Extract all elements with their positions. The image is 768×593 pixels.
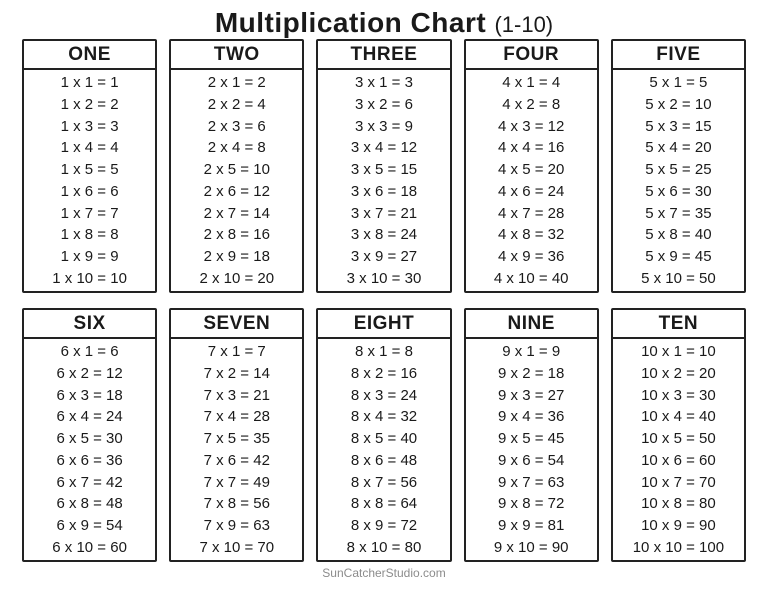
equation-line: 3 x 3 = 9 — [355, 117, 413, 135]
page-title-main: Multiplication Chart — [214, 7, 487, 38]
equation-line: 3 x 1 = 3 — [355, 74, 413, 92]
multiplication-card-one — [22, 39, 157, 293]
equation-line: 2 x 9 = 18 — [203, 247, 270, 265]
equation-line: 5 x 4 = 20 — [645, 139, 712, 157]
equation-line: 3 x 5 = 15 — [350, 161, 418, 179]
equation-line: 3 x 10 = 30 — [346, 269, 422, 287]
equation-line: 6 x 9 = 54 — [56, 516, 123, 534]
equation-line: 9 x 7 = 63 — [498, 473, 565, 491]
equation-line: 3 x 6 = 18 — [350, 182, 418, 200]
equation-line: 6 x 1 = 6 — [60, 343, 119, 361]
equation-line: 4 x 10 = 40 — [493, 269, 569, 287]
multiplication-card-five — [611, 39, 746, 293]
equation-line: 10 x 9 = 90 — [641, 516, 716, 534]
multiplication-card-nine — [464, 308, 599, 562]
card-title: FIVE — [613, 41, 744, 70]
multiplication-card-three — [316, 39, 451, 293]
equation-line: 1 x 9 = 9 — [60, 247, 119, 265]
multiplication-card-six — [22, 308, 157, 562]
multiplication-card-two — [169, 39, 304, 293]
equation-list — [318, 339, 449, 560]
footer-credit: SunCatcherStudio.com — [322, 566, 446, 580]
equation-line: 3 x 2 = 6 — [355, 96, 413, 114]
equation-line: 2 x 4 = 8 — [207, 139, 266, 157]
equation-line: 2 x 1 = 2 — [207, 74, 266, 92]
equation-line: 4 x 1 = 4 — [502, 74, 561, 92]
equation-line: 5 x 5 = 25 — [645, 161, 712, 179]
equation-line: 2 x 8 = 16 — [203, 226, 270, 244]
equation-line: 8 x 3 = 24 — [350, 386, 418, 404]
equation-line: 5 x 3 = 15 — [645, 117, 712, 135]
equation-list — [613, 339, 744, 560]
equation-line: 1 x 10 = 10 — [52, 269, 127, 287]
equation-line: 7 x 3 = 21 — [203, 386, 270, 404]
card-title: EIGHT — [318, 310, 449, 339]
equation-list — [171, 339, 302, 560]
equation-line: 7 x 2 = 14 — [203, 365, 270, 383]
equation-line: 5 x 9 = 45 — [645, 247, 712, 265]
equation-line: 9 x 8 = 72 — [498, 495, 565, 513]
equation-line: 9 x 3 = 27 — [498, 386, 565, 404]
equation-line: 2 x 6 = 12 — [203, 182, 270, 200]
equation-line: 1 x 8 = 8 — [60, 226, 119, 244]
equation-line: 5 x 6 = 30 — [645, 182, 712, 200]
equation-line: 4 x 4 = 16 — [498, 139, 565, 157]
cards-grid — [0, 39, 768, 562]
equation-line: 8 x 6 = 48 — [350, 451, 418, 469]
equation-line: 2 x 3 = 6 — [207, 117, 266, 135]
equation-line: 10 x 10 = 100 — [632, 538, 725, 556]
equation-line: 10 x 6 = 60 — [641, 451, 716, 469]
equation-line: 7 x 8 = 56 — [203, 495, 270, 513]
equation-line: 8 x 10 = 80 — [346, 538, 422, 556]
equation-line: 10 x 8 = 80 — [641, 495, 716, 513]
equation-line: 9 x 10 = 90 — [493, 538, 569, 556]
equation-line: 7 x 10 = 70 — [199, 538, 275, 556]
equation-line: 5 x 2 = 10 — [645, 96, 712, 114]
equation-line: 4 x 5 = 20 — [498, 161, 565, 179]
equation-line: 3 x 4 = 12 — [350, 139, 418, 157]
equation-list — [171, 70, 302, 291]
equation-line: 4 x 9 = 36 — [498, 247, 565, 265]
equation-line: 10 x 7 = 70 — [641, 473, 716, 491]
card-title: TWO — [171, 41, 302, 70]
equation-line: 4 x 2 = 8 — [502, 96, 561, 114]
equation-line: 8 x 7 = 56 — [350, 473, 418, 491]
equation-line: 8 x 5 = 40 — [350, 430, 418, 448]
equation-line: 9 x 5 = 45 — [498, 430, 565, 448]
card-title: ONE — [24, 41, 155, 70]
equation-line: 6 x 2 = 12 — [56, 365, 123, 383]
equation-line: 6 x 10 = 60 — [52, 538, 127, 556]
equation-list — [318, 70, 449, 291]
equation-line: 4 x 7 = 28 — [498, 204, 565, 222]
card-title: SIX — [24, 310, 155, 339]
page-title-range: (1-10) — [494, 12, 554, 37]
equation-line: 8 x 2 = 16 — [350, 365, 418, 383]
card-title: FOUR — [466, 41, 597, 70]
equation-list — [24, 339, 155, 560]
equation-line: 1 x 5 = 5 — [60, 161, 119, 179]
equation-line: 8 x 9 = 72 — [350, 516, 418, 534]
equation-list — [466, 70, 597, 291]
multiplication-card-ten — [611, 308, 746, 562]
card-title: TEN — [613, 310, 744, 339]
equation-line: 6 x 4 = 24 — [56, 408, 123, 426]
equation-line: 8 x 4 = 32 — [350, 408, 418, 426]
equation-list — [24, 70, 155, 291]
equation-line: 8 x 8 = 64 — [350, 495, 418, 513]
equation-line: 7 x 9 = 63 — [203, 516, 270, 534]
equation-line: 7 x 7 = 49 — [203, 473, 270, 491]
equation-line: 4 x 6 = 24 — [498, 182, 565, 200]
card-title: SEVEN — [171, 310, 302, 339]
equation-line: 1 x 4 = 4 — [60, 139, 119, 157]
equation-line: 1 x 7 = 7 — [60, 204, 119, 222]
equation-line: 10 x 2 = 20 — [641, 365, 716, 383]
equation-line: 9 x 2 = 18 — [498, 365, 565, 383]
equation-line: 4 x 8 = 32 — [498, 226, 565, 244]
equation-line: 10 x 3 = 30 — [641, 386, 716, 404]
equation-line: 6 x 5 = 30 — [56, 430, 123, 448]
equation-list — [613, 70, 744, 291]
equation-line: 1 x 6 = 6 — [60, 182, 119, 200]
equation-line: 4 x 3 = 12 — [498, 117, 565, 135]
equation-line: 9 x 1 = 9 — [502, 343, 561, 361]
equation-line: 5 x 1 = 5 — [649, 74, 708, 92]
equation-line: 6 x 7 = 42 — [56, 473, 123, 491]
equation-line: 6 x 6 = 36 — [56, 451, 123, 469]
equation-line: 9 x 6 = 54 — [498, 451, 565, 469]
card-title: THREE — [318, 41, 449, 70]
equation-list — [466, 339, 597, 560]
equation-line: 10 x 1 = 10 — [641, 343, 716, 361]
equation-line: 8 x 1 = 8 — [355, 343, 413, 361]
equation-line: 5 x 8 = 40 — [645, 226, 712, 244]
equation-line: 7 x 5 = 35 — [203, 430, 270, 448]
equation-line: 9 x 4 = 36 — [498, 408, 565, 426]
equation-line: 6 x 3 = 18 — [56, 386, 123, 404]
equation-line: 2 x 10 = 20 — [199, 269, 275, 287]
equation-line: 1 x 2 = 2 — [60, 96, 119, 114]
equation-line: 2 x 5 = 10 — [203, 161, 270, 179]
equation-line: 7 x 6 = 42 — [203, 451, 270, 469]
equation-line: 10 x 4 = 40 — [641, 408, 716, 426]
equation-line: 3 x 8 = 24 — [350, 226, 418, 244]
card-title: NINE — [466, 310, 597, 339]
equation-line: 7 x 4 = 28 — [203, 408, 270, 426]
multiplication-card-eight — [316, 308, 451, 562]
equation-line: 2 x 7 = 14 — [203, 204, 270, 222]
equation-line: 9 x 9 = 81 — [498, 516, 565, 534]
equation-line: 3 x 7 = 21 — [350, 204, 418, 222]
equation-line: 2 x 2 = 4 — [207, 96, 266, 114]
equation-line: 6 x 8 = 48 — [56, 495, 123, 513]
equation-line: 7 x 1 = 7 — [207, 343, 266, 361]
equation-line: 1 x 1 = 1 — [60, 74, 119, 92]
equation-line: 1 x 3 = 3 — [60, 117, 119, 135]
multiplication-card-four — [464, 39, 599, 293]
equation-line: 5 x 7 = 35 — [645, 204, 712, 222]
equation-line: 5 x 10 = 50 — [641, 269, 716, 287]
equation-line: 3 x 9 = 27 — [350, 247, 418, 265]
multiplication-card-seven — [169, 308, 304, 562]
equation-line: 10 x 5 = 50 — [641, 430, 716, 448]
page-title — [0, 0, 768, 39]
